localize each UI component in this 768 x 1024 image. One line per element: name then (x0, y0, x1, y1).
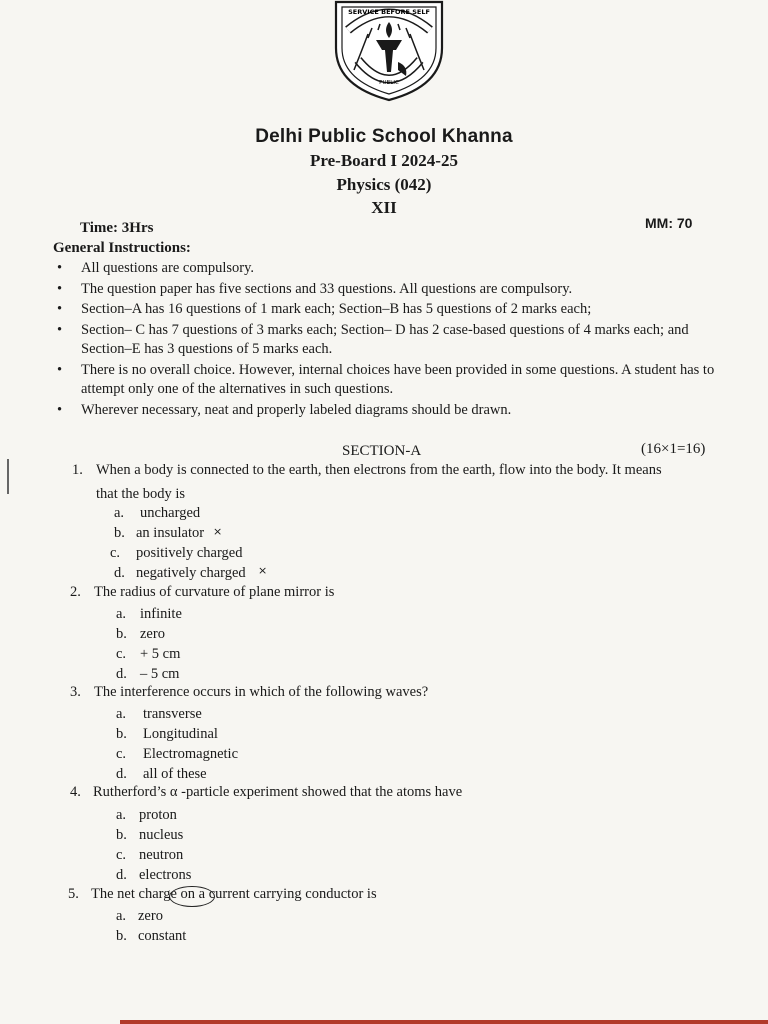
class-name: XII (371, 198, 397, 217)
exam-page: SERVICE BEFORE SELF PUBLIC Delhi Public School Khanna Pre-Board I 2024-25 Physics (042) XII Time: 3Hrs MM: 70 General Instructions: • All questions are compulsory. • The question paper has five sections and 33 questions. All questions are compulsory. • Section–A has 16 questions of 1 mark each; Section–B has 5 questions of 2 marks each; • Section– C has 7 questions of 3 marks each; Section– D has 2 case-based questions of 4 marks each; and Section–E has 3 questions of 5 marks each. • There is no overall choice. However, internal choices have been provided in some questions. A student has to attempt only one of the alternatives in such questions. • Wherever necessary, neat and properly labeled diagrams should be drawn. SECTION-A (16×1=16) 1. When a body is connected to the earth, then electrons from the earth, flow into the body. It means that the body is a. uncharged b. an insulator × c. positively charged d. negatively charged × 2. The radius of curvature of plane mirror is a. infinite b. zero c. + 5 cm d. – 5 cm 3. The interference occurs in which of the following waves? a. transverse b. Longitudinal c. Electromagnetic d. all of these 4. Rutherford’s α -particle experiment showed that the atoms have a. proton b. nucleus c. neutron d. electrons 5. The net charge on a current carrying conductor is a. zero b. constant (0, 0, 768, 1024)
instruction-item: • Section–A has 16 questions of 1 mark each; Section–B has 5 questions of 2 marks each; (57, 301, 592, 317)
school-name: Delhi Public School Khanna (255, 126, 513, 147)
exam-name: Pre-Board I 2024-25 (310, 151, 458, 170)
instruction-item: • Section– C has 7 questions of 3 marks each; Section– D has 2 case-based questions of 4 marks each; and Section–E has 3 questions of 5 marks each. (57, 321, 689, 357)
instructions-title: General Instructions: (53, 240, 191, 256)
svg-text:SERVICE BEFORE SELF: SERVICE BEFORE SELF (348, 8, 430, 16)
pen-mark (7, 459, 9, 494)
section-marks: (16×1=16) (641, 441, 706, 457)
cross-mark: × (213, 525, 223, 538)
page-edge-strip (120, 1020, 768, 1024)
subject-name: Physics (042) (336, 175, 432, 194)
instruction-item: • There is no overall choice. However, internal choices have been provided in some questions. A student has to attempt only one of the alternatives in such questions. (57, 361, 715, 397)
exam-time: Time: 3Hrs (80, 220, 154, 236)
instructions-list (52, 259, 732, 421)
svg-text:PUBLIC: PUBLIC (379, 80, 399, 86)
instruction-item: • Wherever necessary, neat and properly labeled diagrams should be drawn. (57, 401, 512, 418)
school-crest-logo (328, 0, 450, 102)
section-title: SECTION-A (342, 443, 422, 459)
question-1-cont: that the body is (96, 486, 186, 502)
max-marks: MM: 70 (645, 215, 693, 231)
instruction-item: • The question paper has five sections and 33 questions. All questions are compulsory. (57, 280, 573, 297)
instruction-item: • All questions are compulsory. (57, 260, 255, 276)
cross-mark: × (258, 564, 268, 577)
pen-circle-mark (169, 886, 215, 907)
